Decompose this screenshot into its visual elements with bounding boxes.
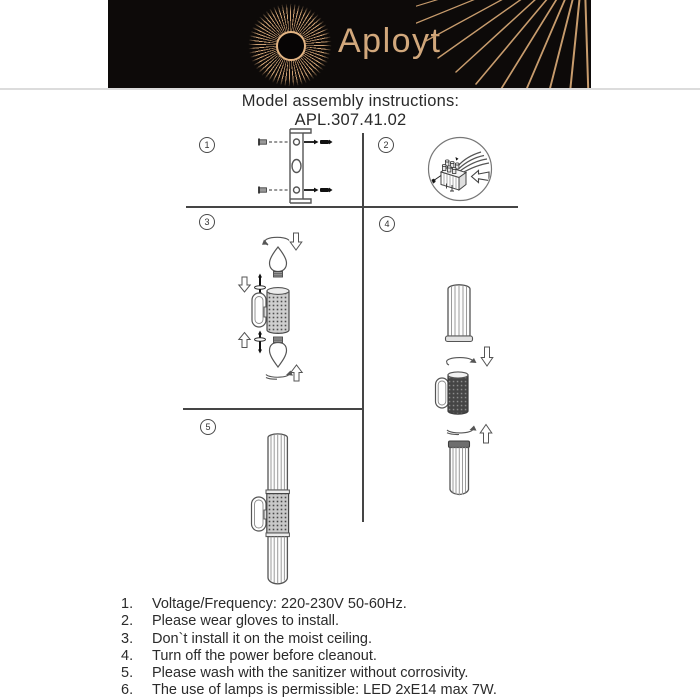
anchor-right-top-icon (304, 140, 333, 145)
arrow-down-icon (481, 347, 493, 366)
bulb-installation-diagram (230, 228, 315, 388)
arrow-down-icon (290, 233, 302, 250)
screw-left-bottom-icon (259, 187, 288, 194)
glass-tube-icon (446, 285, 473, 342)
rotation-arrow-icon (265, 237, 289, 245)
instruction-number: 4. (121, 647, 134, 664)
arrow-up-icon (480, 425, 492, 444)
bulb-icon (270, 337, 287, 367)
lamp-body-icon (267, 288, 289, 334)
lamp-body-icon (267, 494, 289, 533)
instruction-item (118, 596, 593, 613)
instruction-item (118, 613, 593, 630)
sunburst-ring-icon (276, 31, 306, 61)
divider-horizontal-left (183, 408, 363, 410)
page-fold-line (0, 88, 700, 90)
instruction-text: Don`t install it on the moist ceiling. (152, 630, 373, 647)
instruction-item (118, 631, 593, 648)
lamp-body-icon (448, 372, 468, 414)
tube-assembly-diagram (425, 278, 505, 506)
glass-tube-icon (449, 441, 470, 495)
ring-rotation-icon (266, 373, 289, 380)
glass-tube-icon (268, 537, 287, 584)
rays-decoration-icon (416, 0, 591, 88)
instructions-list (118, 596, 593, 700)
screw-left-top-icon (259, 139, 288, 146)
assembled-lamp-diagram (243, 425, 323, 590)
instruction-number: 3. (121, 630, 134, 647)
arrow-up-icon (239, 333, 250, 348)
instruction-number: 5. (121, 665, 134, 682)
instruction-item (118, 682, 593, 699)
instruction-text: Please wear gloves to install. (152, 613, 339, 630)
instruction-text: Turn off the power before cleanout. (152, 647, 377, 664)
instruction-item (118, 648, 593, 665)
instruction-text: Please wash with the sanitizer without corrosivity. (152, 665, 469, 682)
instruction-number: 2. (121, 613, 134, 630)
step-number-5: 5 (200, 419, 216, 435)
step-number-2: 2 (378, 137, 394, 153)
rotation-arrow-icon (447, 358, 473, 365)
wall-plate-icon (436, 378, 449, 408)
model-code: APL.307.41.02 (294, 111, 407, 129)
instruction-item (118, 665, 593, 682)
page-title: Model assembly instructions: (241, 92, 460, 110)
anchor-right-bottom-icon (304, 188, 333, 193)
brand-banner (108, 0, 591, 88)
instruction-text: The use of lamps is permissible: LED 2xE14 max 7W. (152, 682, 497, 699)
glass-tube-icon (268, 434, 287, 490)
bulb-icon (270, 247, 287, 277)
step-number-4: 4 (379, 216, 395, 232)
instruction-number: 1. (121, 596, 134, 612)
divider-vertical (362, 133, 364, 522)
rotation-arrow-icon (447, 428, 473, 435)
brand-name: Aployt (338, 22, 442, 60)
step-number-3: 3 (199, 214, 215, 230)
step-number-1: 1 (199, 137, 215, 153)
set-screw-icon (255, 331, 266, 354)
mounting-bracket-diagram (240, 120, 340, 210)
instruction-text: Voltage/Frequency: 220-230V 50-60Hz. (152, 596, 407, 612)
wiring-detail-diagram (420, 130, 505, 210)
arrow-down-icon (239, 277, 250, 292)
instruction-number: 6. (121, 682, 134, 699)
arrow-up-icon (291, 365, 302, 381)
